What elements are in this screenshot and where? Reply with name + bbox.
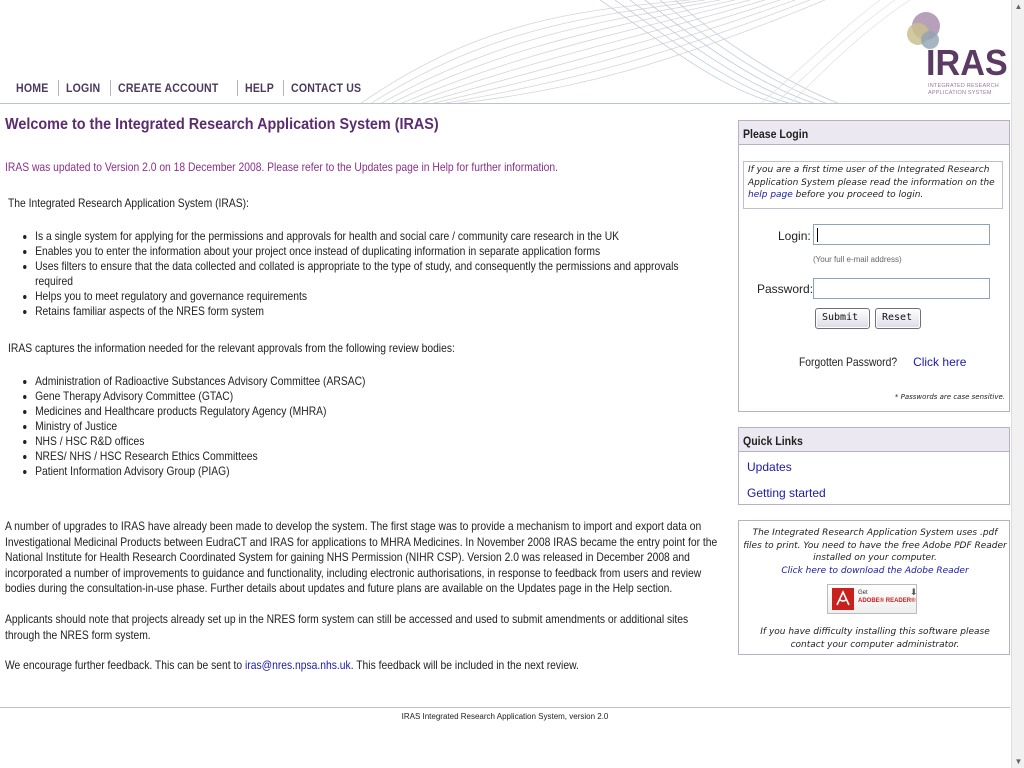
footer-text: IRAS Integrated Research Application System, version 2.0 (401, 712, 609, 721)
quick-link-updates[interactable]: Updates (747, 460, 792, 474)
help-page-link[interactable]: help page (748, 190, 793, 200)
login-email-input[interactable] (813, 224, 990, 245)
login-hint: (Your full e-mail address) (813, 255, 902, 264)
list-item: • Retains familiar aspects of the NRES form system (35, 304, 693, 319)
review-bodies-list (5, 374, 693, 479)
header-swirl-graphic (360, 0, 920, 104)
nav-help[interactable]: HELP (244, 81, 274, 95)
nav-login[interactable]: LOGIN (65, 81, 101, 95)
list-item: • Administration of Radioactive Substances Advisory Committee (ARSAC) (35, 374, 693, 389)
first-time-info: If you are a first time user of the Integrated Research Application System please read the information on the help page before you proceed to login. (743, 161, 1003, 209)
page-header (0, 0, 1010, 104)
password-label: Password: (757, 282, 814, 296)
login-panel (738, 120, 1010, 412)
feedback-paragraph: We encourage further feedback. This can be sent to iras@nres.npsa.nhs.uk. This feedback will be included in the next review. (5, 658, 579, 672)
list-item: • NHS / HSC R&D offices (35, 434, 693, 449)
forgot-password-link[interactable]: Click here (913, 355, 967, 369)
footer-divider (0, 707, 1010, 708)
password-input[interactable] (813, 278, 990, 299)
scroll-up-icon[interactable]: ▲ (1014, 2, 1023, 11)
nav-home[interactable]: HOME (16, 81, 49, 95)
adobe-logo-icon (832, 588, 854, 610)
update-notice: IRAS was updated to Version 2.0 on 18 December 2008. Please refer to the Updates page in Help for further information. (5, 160, 559, 174)
upgrades-paragraph: A number of upgrades to IRAS have already been made to develop the system. The first stage was to provide a mechanism to import and export data on Investigational Medicinal Products between EudraCT and IRAS for applications to MHRA Medicines. In November 2008 IRAS became the entry point for the National Institute for Health Research Coordinated System for gaining NHS Permission (NIHR CSP). Version 2.0 was released in December 2008 and incorporated a number of improvements to guidance and functionality, including electronic authorisations, in response to feedback from users and review bodies during the consultation-in-use phase. Further details about updates and future plans are available on the Updates page in the Help section. (5, 519, 718, 595)
quick-link-getting-started[interactable]: Getting started (747, 486, 826, 500)
logo-subtitle: INTEGRATED RESEARCH APPLICATION SYSTEM (928, 83, 999, 96)
adobe-info: The Integrated Research Application System uses .pdf files to print. You need to have the free Adobe PDF Reader installed on your computer. Click here to download the Adobe Reader (743, 528, 1007, 576)
list-item: • Medicines and Healthcare products Regulatory Agency (MHRA) (35, 404, 693, 419)
page-title: Welcome to the Integrated Research Application System (IRAS) (5, 116, 439, 133)
submit-button[interactable]: Submit (815, 308, 870, 329)
features-list (5, 229, 693, 319)
forgot-password: Forgotten Password?Click here (799, 355, 967, 369)
download-arrow-icon: ⬇ (910, 587, 918, 597)
intro-text: The Integrated Research Application System (IRAS): (8, 196, 249, 210)
adobe-get-text: Get (858, 590, 868, 596)
iras-logo (892, 4, 1008, 100)
list-item: • NRES/ NHS / HSC Research Ethics Committees (35, 449, 693, 464)
logo-wordmark: IRAS (926, 42, 1008, 83)
login-label: Login: (778, 229, 811, 243)
reset-button[interactable]: Reset (875, 308, 921, 329)
case-sensitive-note: * Passwords are case sensitive. (894, 393, 1005, 401)
review-bodies-intro: IRAS captures the information needed for the relevant approvals from the following review bodies: (8, 341, 455, 355)
adobe-install-help: If you have difficulty installing this software please contact your computer administrator. (760, 627, 990, 650)
get-adobe-reader-button[interactable] (827, 584, 917, 614)
vertical-scrollbar[interactable] (1011, 0, 1024, 768)
main-nav (9, 80, 380, 96)
list-item: • Helps you to meet regulatory and governance requirements (35, 289, 693, 304)
text-caret (817, 228, 818, 242)
login-panel-header: Please Login (739, 121, 1009, 145)
list-item: • Ministry of Justice (35, 419, 693, 434)
list-item: • Is a single system for applying for the permissions and approvals for health and social care / community care research in the UK (35, 229, 693, 244)
list-item: • Patient Information Advisory Group (PIAG) (35, 464, 693, 479)
applicants-paragraph: Applicants should note that projects already set up in the NRES form system can still be accessed and used to submit amendments or additional sites through the NRES form system. (5, 612, 689, 642)
adobe-reader-panel (738, 520, 1010, 655)
scroll-down-icon[interactable]: ▼ (1014, 757, 1023, 766)
list-item: • Enables you to enter the information about your project once instead of duplicating information in separate application forms (35, 244, 693, 259)
nav-create-account[interactable]: CREATE ACCOUNT (117, 81, 219, 95)
feedback-email-link[interactable]: iras@nres.npsa.nhs.uk (244, 658, 351, 672)
main-content (5, 116, 727, 672)
quick-links-header: Quick Links (739, 428, 1009, 452)
adobe-download-link[interactable]: Click here to download the Adobe Reader (781, 565, 969, 576)
list-item: • Uses filters to ensure that the data collected and collated is appropriate to the type of study, and consequently the permissions and approvals required (35, 259, 693, 289)
adobe-reader-text: ADOBE® READER® (858, 598, 916, 604)
nav-contact-us[interactable]: CONTACT US (290, 81, 362, 95)
list-item: • Gene Therapy Advisory Committee (GTAC) (35, 389, 693, 404)
quick-links-panel (738, 427, 1010, 505)
